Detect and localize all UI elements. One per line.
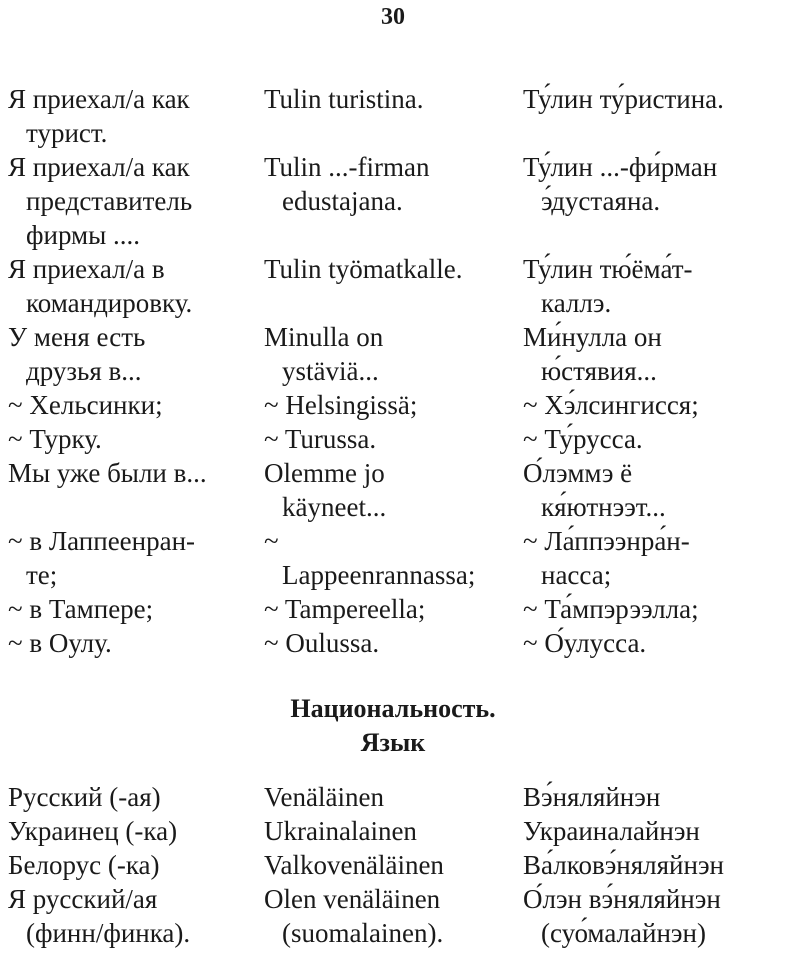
transcription-line: насса; (541, 560, 612, 590)
transcription-line: ~ Та́мпэрээлла; (523, 594, 699, 624)
russian-phrase-line: те; (26, 560, 58, 590)
transcription-line: каллэ. (541, 288, 612, 318)
transcription-line: Ва́лковэ́няляйнэн (523, 850, 724, 880)
finnish-phrase (264, 780, 523, 814)
russian-phrase (8, 320, 264, 388)
finnish-phrase-line: (suomalainen). (282, 918, 444, 948)
transcription-line: э́дустаяна. (541, 186, 661, 216)
russian-phrase (8, 592, 264, 626)
heading-line: Язык (360, 728, 426, 757)
page-number: 30 (381, 4, 405, 30)
transcription-line: Ту́лин ...-фи́рман (523, 152, 718, 182)
russian-phrase (8, 848, 264, 882)
phrasebook (8, 82, 786, 950)
transcription-line: Украиналайнэн (523, 816, 700, 846)
russian-phrase-line: ~ в Тампере; (8, 594, 154, 624)
transcription-line: Ту́лин ту́ристина. (523, 84, 724, 114)
transcription-line: (суо́малайнэн) (541, 918, 706, 948)
section-heading (8, 692, 778, 760)
finnish-phrase-line: Tulin työmatkalle. (264, 254, 463, 284)
russian-phrase-line: Русский (-ая) (8, 782, 161, 812)
russian-phrase-line: турист. (26, 118, 108, 148)
finnish-phrase (264, 388, 523, 422)
russian-phrase-line: друзья в... (26, 356, 142, 386)
phrase-table-nationality (8, 780, 786, 950)
finnish-phrase-line: Tulin turistina. (264, 84, 424, 114)
phrase-row (8, 882, 786, 950)
phrase-row (8, 82, 786, 150)
russian-phrase-line: Украинец (-ка) (8, 816, 178, 846)
russian-phrase (8, 524, 264, 592)
russian-phrase-line: ~ Турку. (8, 424, 102, 454)
finnish-phrase-line: Lappeenrannassa; (282, 560, 476, 590)
finnish-phrase-line: ~ (264, 526, 279, 556)
transcription (523, 780, 786, 814)
transcription-line: Вэ́няляйнэн (523, 782, 661, 812)
russian-phrase-line: ~ Хельсинки; (8, 390, 163, 420)
phrase-row (8, 592, 786, 626)
finnish-phrase (264, 814, 523, 848)
transcription (523, 252, 786, 320)
finnish-phrase-line: käyneet... (282, 492, 387, 522)
transcription (523, 814, 786, 848)
finnish-phrase-line: ~ Turussa. (264, 424, 377, 454)
transcription-line: Ми́нулла он (523, 322, 662, 352)
russian-phrase-line: ~ в Лаппеенран- (8, 526, 196, 556)
russian-phrase-line: представитель (26, 186, 193, 216)
finnish-phrase (264, 422, 523, 456)
finnish-phrase (264, 82, 523, 150)
transcription (523, 82, 786, 150)
phrase-row (8, 150, 786, 252)
transcription (523, 524, 786, 592)
russian-phrase (8, 422, 264, 456)
transcription-line: ~ Хэ́лсингисся; (523, 390, 699, 420)
finnish-phrase-line: ~ Oulussa. (264, 628, 380, 658)
finnish-phrase (264, 882, 523, 950)
russian-phrase (8, 388, 264, 422)
transcription (523, 848, 786, 882)
russian-phrase (8, 626, 264, 660)
transcription-line: ю́стявия... (541, 356, 657, 386)
russian-phrase-line: Я приехал/а в (8, 254, 165, 284)
russian-phrase-line: ~ в Оулу. (8, 628, 112, 658)
finnish-phrase (264, 320, 523, 388)
heading-line: Национальность. (290, 694, 496, 723)
russian-phrase-line: Я приехал/а как (8, 84, 190, 114)
transcription (523, 626, 786, 660)
finnish-phrase-line: ~ Tampereella; (264, 594, 426, 624)
russian-phrase (8, 82, 264, 150)
finnish-phrase (264, 626, 523, 660)
russian-phrase-line: Мы уже были в... (8, 458, 207, 488)
phrase-row (8, 388, 786, 422)
russian-phrase (8, 252, 264, 320)
phrase-row (8, 456, 786, 524)
transcription (523, 422, 786, 456)
phrase-row (8, 320, 786, 388)
transcription (523, 320, 786, 388)
transcription-line: О́лэммэ ё (523, 458, 633, 488)
finnish-phrase-line: Tulin ...-firman (264, 152, 430, 182)
finnish-phrase-line: Minulla on (264, 322, 384, 352)
russian-phrase-line: Я приехал/а как (8, 152, 190, 182)
phrase-row (8, 252, 786, 320)
finnish-phrase (264, 592, 523, 626)
finnish-phrase-line: ystäviä... (282, 356, 379, 386)
phrase-row (8, 626, 786, 660)
transcription (523, 592, 786, 626)
finnish-phrase-line: Venäläinen (264, 782, 384, 812)
russian-phrase (8, 780, 264, 814)
phrase-table-arrival (8, 82, 786, 660)
finnish-phrase-line: Olemme jo (264, 458, 385, 488)
phrase-row (8, 814, 786, 848)
finnish-phrase (264, 848, 523, 882)
finnish-phrase-line: Olen venäläinen (264, 884, 441, 914)
finnish-phrase (264, 252, 523, 320)
russian-phrase-line: (финн/финка). (26, 918, 191, 948)
russian-phrase (8, 814, 264, 848)
transcription-line: кя́ютнээт... (541, 492, 666, 522)
russian-phrase-line: фирмы .... (26, 220, 141, 250)
finnish-phrase (264, 150, 523, 252)
transcription (523, 882, 786, 950)
russian-phrase-line: командировку. (26, 288, 193, 318)
finnish-phrase-line: Ukrainalainen (264, 816, 417, 846)
russian-phrase (8, 456, 264, 524)
russian-phrase-line: Я русский/ая (8, 884, 158, 914)
phrase-row (8, 848, 786, 882)
transcription (523, 456, 786, 524)
russian-phrase (8, 150, 264, 252)
transcription-line: ~ О́улусса. (523, 628, 647, 658)
transcription (523, 388, 786, 422)
transcription-line: Ту́лин тю́ёма́т- (523, 254, 693, 284)
transcription-line: ~ Ла́ппээнра́н- (523, 526, 690, 556)
finnish-phrase-line: Valkovenäläinen (264, 850, 444, 880)
phrase-row (8, 422, 786, 456)
russian-phrase (8, 882, 264, 950)
phrase-row (8, 524, 786, 592)
finnish-phrase (264, 456, 523, 524)
finnish-phrase (264, 524, 523, 592)
finnish-phrase-line: edustajana. (282, 186, 403, 216)
finnish-phrase-line: ~ Helsingissä; (264, 390, 418, 420)
transcription-line: О́лэн вэ́няляйнэн (523, 884, 721, 914)
russian-phrase-line: У меня есть (8, 322, 146, 352)
phrase-row (8, 780, 786, 814)
transcription (523, 150, 786, 252)
transcription-line: ~ Ту́русса. (523, 424, 643, 454)
russian-phrase-line: Белорус (-ка) (8, 850, 160, 880)
